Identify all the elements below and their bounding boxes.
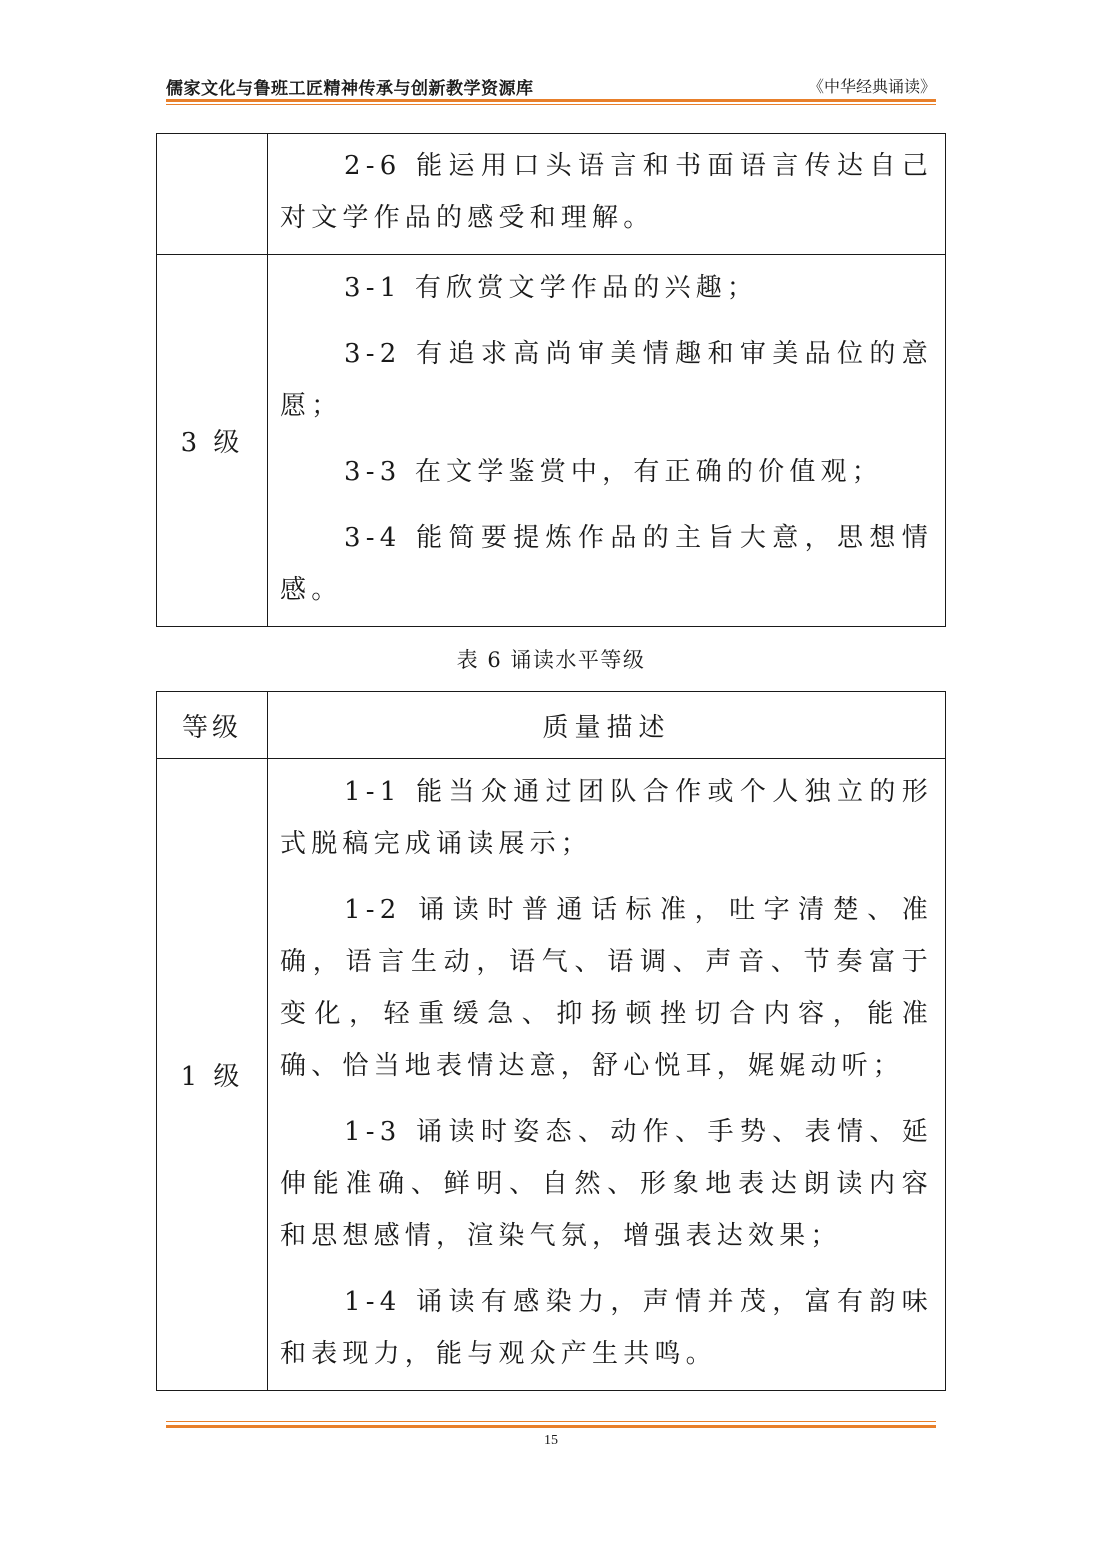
level-cell: 1 级 — [157, 759, 268, 1391]
footer-rule-thin — [166, 1421, 936, 1422]
table-caption: 表 6 诵读水平等级 — [456, 648, 646, 672]
table-row — [157, 134, 946, 255]
header-rule-thin — [166, 104, 936, 105]
description-paragraph: 1-2 诵读时普通话标准，吐字清楚、准确，语言生动，语气、语调、声音、节奏富于变化，轻重缓急、抑扬顿挫切合内容，能准确、恰当地表情达意，舒心悦耳，娓娓动听； — [280, 895, 933, 1081]
footer-rule — [166, 1425, 936, 1428]
description-paragraph: 3-3 在文学鉴赏中，有正确的价值观； — [344, 457, 883, 487]
recitation-level-table — [156, 691, 946, 1391]
level-cell — [157, 134, 268, 255]
description-cell — [268, 759, 946, 1391]
quality-table-continued — [156, 133, 946, 627]
description-paragraph: 1-3 诵读时姿态、动作、手势、表情、延伸能准确、鲜明、自然、形象地表达朗读内容和思想感情，渲染气氛，增强表达效果； — [280, 1117, 933, 1251]
description-paragraph: 2-6 能运用口头语言和书面语言传达自己对文学作品的感受和理解。 — [280, 151, 933, 233]
description-paragraph: 3-4 能简要提炼作品的主旨大意，思想情感。 — [280, 523, 933, 605]
header-level: 等级 — [157, 692, 268, 759]
description-cell — [268, 134, 946, 255]
description-paragraph: 3-1 有欣赏文学作品的兴趣； — [344, 273, 759, 303]
table-header-row — [157, 692, 946, 759]
table-row — [157, 759, 946, 1391]
page-number: 15 — [544, 1433, 558, 1448]
level-cell: 3 级 — [157, 255, 268, 627]
header-rule — [166, 99, 936, 102]
running-header-book-title: 《中华经典诵读》 — [807, 77, 936, 96]
description-paragraph: 1-4 诵读有感染力，声情并茂，富有韵味和表现力，能与观众产生共鸣。 — [280, 1287, 933, 1369]
header-description: 质量描述 — [268, 692, 946, 759]
description-cell — [268, 255, 946, 627]
running-header-title: 儒家文化与鲁班工匠精神传承与创新教学资源库 — [166, 79, 534, 99]
description-paragraph: 1-1 能当众通过团队合作或个人独立的形式脱稿完成诵读展示； — [280, 777, 933, 859]
table-row — [157, 255, 946, 627]
description-paragraph: 3-2 有追求高尚审美情趣和审美品位的意愿； — [280, 339, 933, 421]
